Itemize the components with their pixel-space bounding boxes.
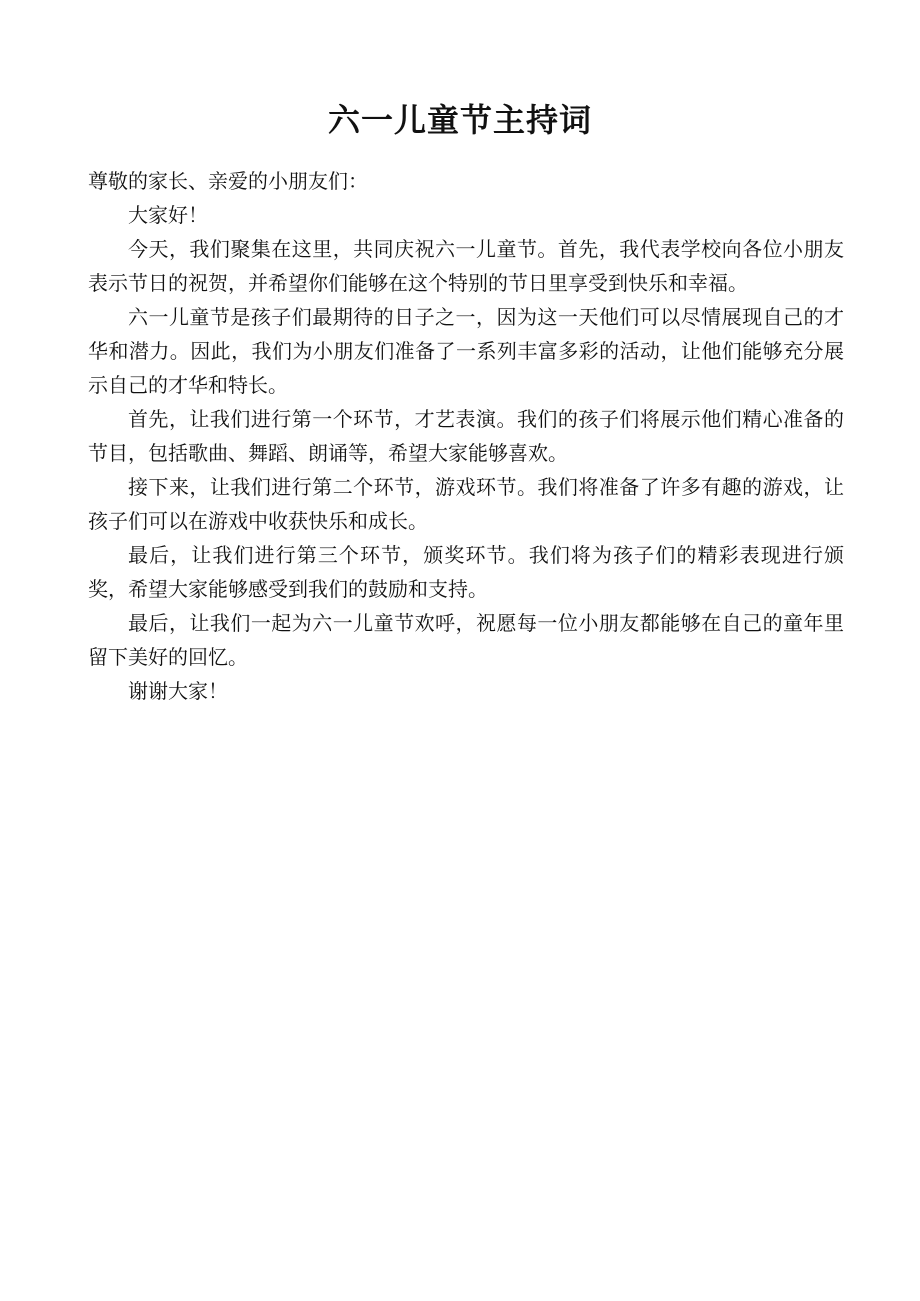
paragraph-games: 接下来，让我们进行第二个环节，游戏环节。我们将准备了许多有趣的游戏，让孩子们可以在游戏中收获快乐和成长。 [88,475,844,533]
paragraph-opening: 今天，我们聚集在这里，共同庆祝六一儿童节。首先，我代表学校向各位小朋友表示节日的祝贺，并希望你们能够在这个特别的节日里享受到快乐和幸福。 [88,237,844,295]
document-title: 六一儿童节主持词 [327,101,592,139]
paragraph-awards: 最后，让我们进行第三个环节，颁奖环节。我们将为孩子们的精彩表现进行颁奖，希望大家能够感受到我们的鼓励和支持。 [88,543,844,601]
salutation: 尊敬的家长、亲爱的小朋友们： [88,169,368,193]
paragraph-introduction: 六一儿童节是孩子们最期待的日子之一，因为这一天他们可以尽情展现自己的才华和潜力。因此，我们为小朋友们准备了一系列丰富多彩的活动，让他们能够充分展示自己的才华和特长。 [88,305,844,397]
paragraph-thanks: 谢谢大家！ [128,679,228,703]
document-body [88,164,844,708]
paragraph-greeting: 大家好！ [128,203,208,227]
paragraph-closing: 最后，让我们一起为六一儿童节欢呼，祝愿每一位小朋友都能够在自己的童年里留下美好的回忆。 [88,611,844,669]
paragraph-talent-show: 首先，让我们进行第一个环节，才艺表演。我们的孩子们将展示他们精心准备的节目，包括歌曲、舞蹈、朗诵等，希望大家能够喜欢。 [88,407,844,465]
